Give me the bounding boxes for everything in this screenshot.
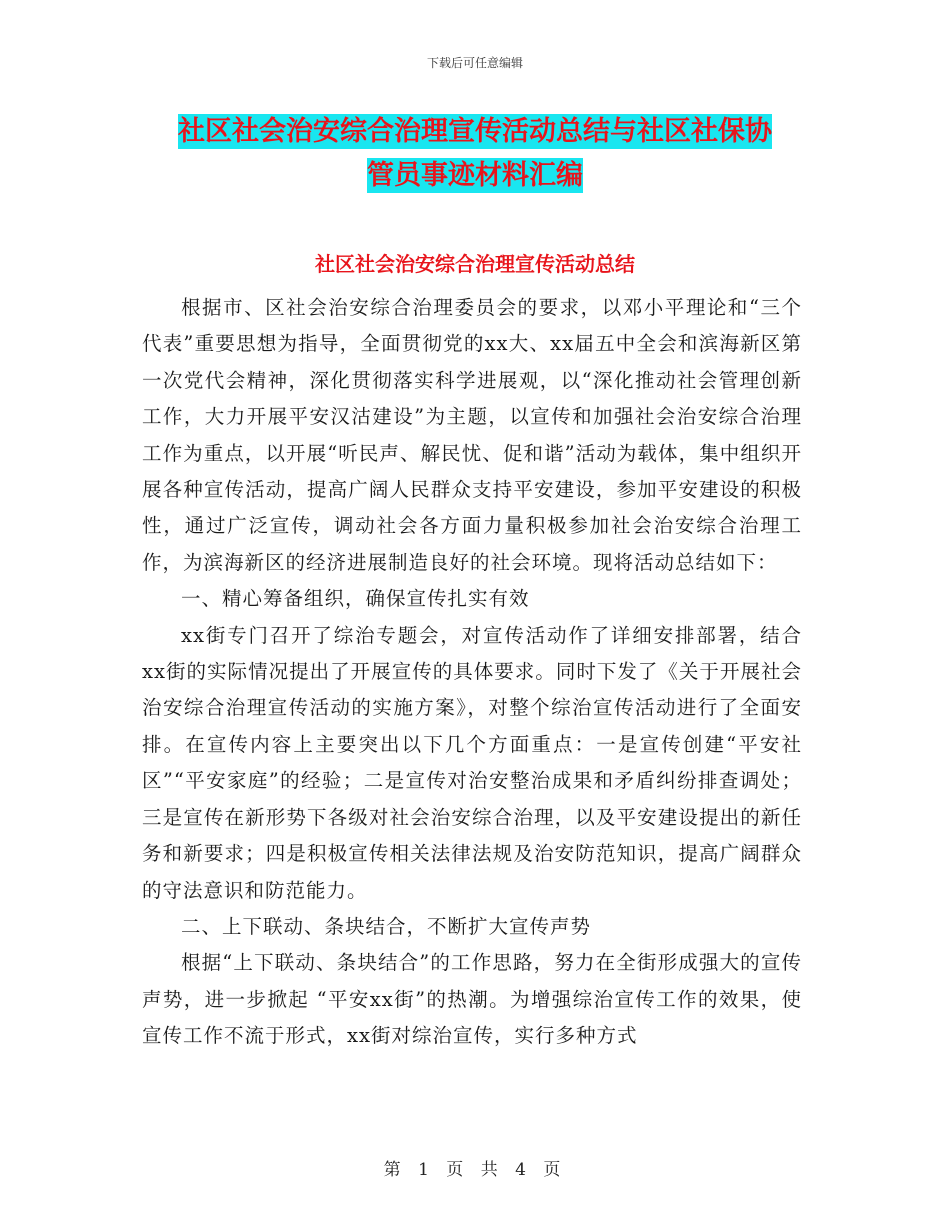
paragraph-heading-1: 一、精心筹备组织，确保宣传扎实有效 (181, 587, 530, 611)
header-note: 下载后可任意编辑 (426, 56, 523, 70)
page-footer: 第 1 页 共 4 页 (383, 1160, 567, 1180)
document-body (142, 290, 802, 1055)
paragraph-section-2: 根据“上下联动、条块结合”的工作思路，努力在全街形成强大的宣传声势，进一步掀起 “平安xx街”的热潮。为增强综治宣传工作的效果，使宣传工作不流于形式，xx街对综治宣传，实行多种方式 (142, 951, 802, 1048)
paragraph-intro: 根据市、区社会治安综合治理委员会的要求，以邓小平理论和“三个代表”重要思想为指导，全面贯彻党的xx大、xx届五中全会和滨海新区第一次党代会精神，深化贯彻落实科学进展观，以“深化推动社会管理创新工作，大力开展平安汉沽建设”为主题，以宣传和加强社会治安综合治理工作为重点，以开展“听民声、解民忧、促和谐”活动为载体，集中组织开展各种宣传活动，提高广阔人民群众支持平安建设，参加平安建设的积极性，通过广泛宣传，调动社会各方面力量积极参加社会治安综合治理工作，为滨海新区的经济进展制造良好的社会环境。现将活动总结如下： (142, 296, 802, 574)
paragraph-heading-2: 二、上下联动、条块结合，不断扩大宣传声势 (181, 914, 592, 938)
document-title-block (0, 110, 950, 198)
document-title (165, 110, 785, 198)
document-title-text: 社区社会治安综合治理宣传活动总结与社区社保协管员事迹材料汇编 (178, 116, 772, 191)
section-title: 社区社会治安综合治理宣传活动总结 (315, 252, 635, 276)
paragraph-section-1: xx街专门召开了综治专题会，对宣传活动作了详细安排部署，结合xx街的实际情况提出了开展宣传的具体要求。同时下发了《关于开展社会治安综合治理宣传活动的实施方案》，对整个综治宣传活动进行了全面安排。在宣传内容上主要突出以下几个方面重点：一是宣传创建“平安社区”“平安家庭”的经验；二是宣传对治安整治成果和矛盾纠纷排查调处；三是宣传在新形势下各级对社会治安综合治理，以及平安建设提出的新任务和新要求；四是积极宣传相关法律法规及治安防范知识，提高广阔群众的守法意识和防范能力。 (142, 623, 802, 902)
